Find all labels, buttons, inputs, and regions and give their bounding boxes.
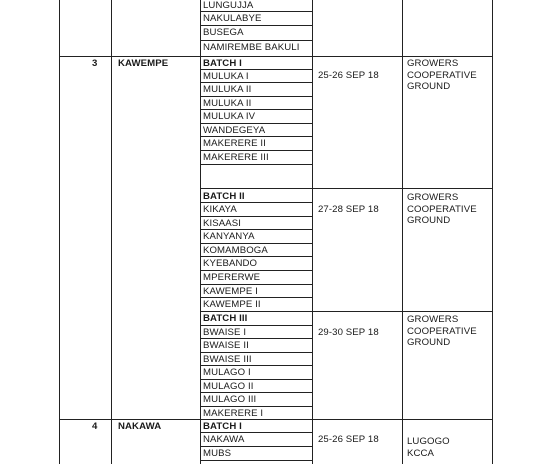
parish-cell: MAKERERE III: [203, 152, 269, 163]
col-divider-number: [111, 0, 112, 464]
batch-venue: GROWERS COOPERATIVE GROUND: [407, 192, 477, 227]
parish-cell: KAWEMPE I: [203, 286, 258, 297]
division-name: KAWEMPE: [118, 58, 169, 69]
parish-line: [200, 460, 313, 461]
row-number: 4: [92, 421, 98, 432]
parish-cell: WANDEGEYA: [203, 125, 266, 136]
division-name: NAKAWA: [118, 421, 162, 432]
parish-cell: BUSEGA: [203, 27, 244, 38]
parish-cell: BWAISE I: [203, 327, 247, 338]
batch-label: BATCH I: [203, 58, 242, 69]
parish-cell: KAWEMPE II: [203, 299, 261, 310]
row-number: 3: [92, 58, 98, 69]
parish-cell: KANYANYA: [203, 231, 255, 242]
parish-cell: MULAGO I: [203, 367, 251, 378]
batch-dates: 29-30 SEP 18: [318, 327, 379, 338]
parish-cell: MULUKA IV: [203, 111, 256, 122]
batch-label: BATCH III: [203, 313, 248, 324]
parish-cell: NAMIREMBE BAKULI: [203, 42, 300, 53]
batch-separator: [200, 188, 493, 189]
parish-cell: LUNGUJJA: [203, 0, 254, 11]
parish-cell: KIKAYA: [203, 204, 237, 215]
parish-cell: MULUKA II: [203, 84, 252, 95]
parish-cell: MULAGO II: [203, 381, 254, 392]
parish-cell: MAKERERE II: [203, 138, 266, 149]
parish-cell: BWAISE III: [203, 354, 252, 365]
batch-label: BATCH I: [203, 421, 242, 432]
parish-cell: MPERERWE: [203, 272, 261, 283]
table-border-right: [492, 0, 493, 464]
batch-dates: 25-26 SEP 18: [318, 434, 379, 445]
batch-label: BATCH II: [203, 191, 245, 202]
parish-line: [200, 164, 313, 165]
batch-dates: 25-26 SEP 18: [318, 70, 379, 81]
parish-cell: MUBS: [203, 448, 232, 459]
parish-cell: BWAISE II: [203, 340, 249, 351]
parish-cell: MULUKA II: [203, 98, 252, 109]
parish-cell: NAKAWA: [203, 434, 245, 445]
parish-cell: MULAGO III: [203, 394, 257, 405]
parish-cell: NAKULABYE: [203, 13, 262, 24]
parish-cell: KISAASI: [203, 218, 242, 229]
parish-cell: KYEBANDO: [203, 258, 258, 269]
col-divider-dates: [402, 0, 403, 464]
parish-cell: MAKERERE I: [203, 408, 264, 419]
batch-venue: GROWERS COOPERATIVE GROUND: [407, 314, 477, 349]
batch-venue: LUGOGO KCCA: [407, 436, 450, 459]
parish-cell: KOMAMBOGA: [203, 245, 268, 256]
batch-venue: GROWERS COOPERATIVE GROUND: [407, 58, 477, 93]
parish-cell: MULUKA I: [203, 71, 249, 82]
batch-dates: 27-28 SEP 18: [318, 204, 379, 215]
table-border-left: [59, 0, 60, 464]
